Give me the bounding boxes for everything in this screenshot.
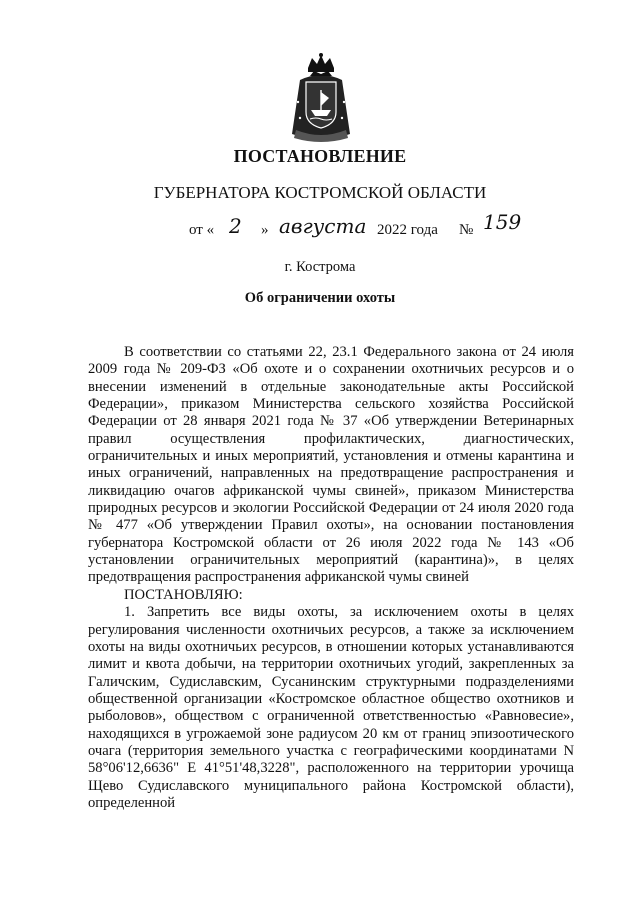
date-year: 2022 года [377,222,438,238]
date-close-quote: » [261,222,269,238]
preamble-paragraph: В соответствии со статьями 22, 23.1 Федерального закона от 24 июля 2009 года № 209-ФЗ «Об охоте и о сохранении охотничьих ресурсов и о внесении изменений в отдельные законодательные акты Российской Федерации», приказом Министерства сельского хозяйства Российской Федерации от 28 января 2021 года № 37 «Об утверждении Ветеринарных правил осуществления профилактических, диагностических, ограничительных и иных мероприятий, установления и отмены карантина и иных ограничений, направленных на предотвращение распространения и ликвидацию очагов африканской чумы свиней», приказом Министерства природных ресурсов и экологии Российской Федерации от 24 июля 2020 года № 477 «Об утверждении Правил охоты», на основании постановления губернатора Костромской области от 26 июля 2022 года № 143 «Об установлении ограничительных мероприятий (карантина)», в целях предотвращения распространения африканской чумы свиней [88,344,574,586]
number-sign: № [459,222,474,238]
date-prefix: от « [189,222,215,238]
coat-of-arms-icon [286,52,356,144]
date-number-line [189,210,549,244]
document-body [88,344,574,812]
city-line: г. Кострома [284,259,356,275]
document-issuer: ГУБЕРНАТОРА КОСТРОМСКОЙ ОБЛАСТИ [153,183,487,202]
decree-word: ПОСТАНОВЛЯЮ: [124,586,243,603]
document-title: ПОСТАНОВЛЕНИЕ [233,146,407,166]
document-subject: Об ограничении охоты [244,290,396,306]
item-1-paragraph: 1. Запретить все виды охоты, за исключением охоты в целях регулирования численности охотничьих ресурсов, а также за исключением охоты на виды охотничьих ресурсов, в отношении которых устанавливаются лимит и квота добычи, на территории охотничьих угодий, закрепленных за Галичским, Судиславским, Сусанинским структурными подразделениями общественной организации «Костромское областное общество охотников и рыболовов», обществом с ограниченной ответственностью «Равновесие», находящихся в угрожаемой зоне радиусом 20 км от границ эпизоотического очага (территория земельного участка с географическими координатами N 58°06'12,6636" E 41°51'48,3228", расположенного на территории урочища Щево Судиславского муниципального района Костромской области), определенной [88,604,574,811]
date-month: августа [279,214,367,238]
date-day: 2 [229,214,242,238]
document-number: 159 [483,210,522,234]
